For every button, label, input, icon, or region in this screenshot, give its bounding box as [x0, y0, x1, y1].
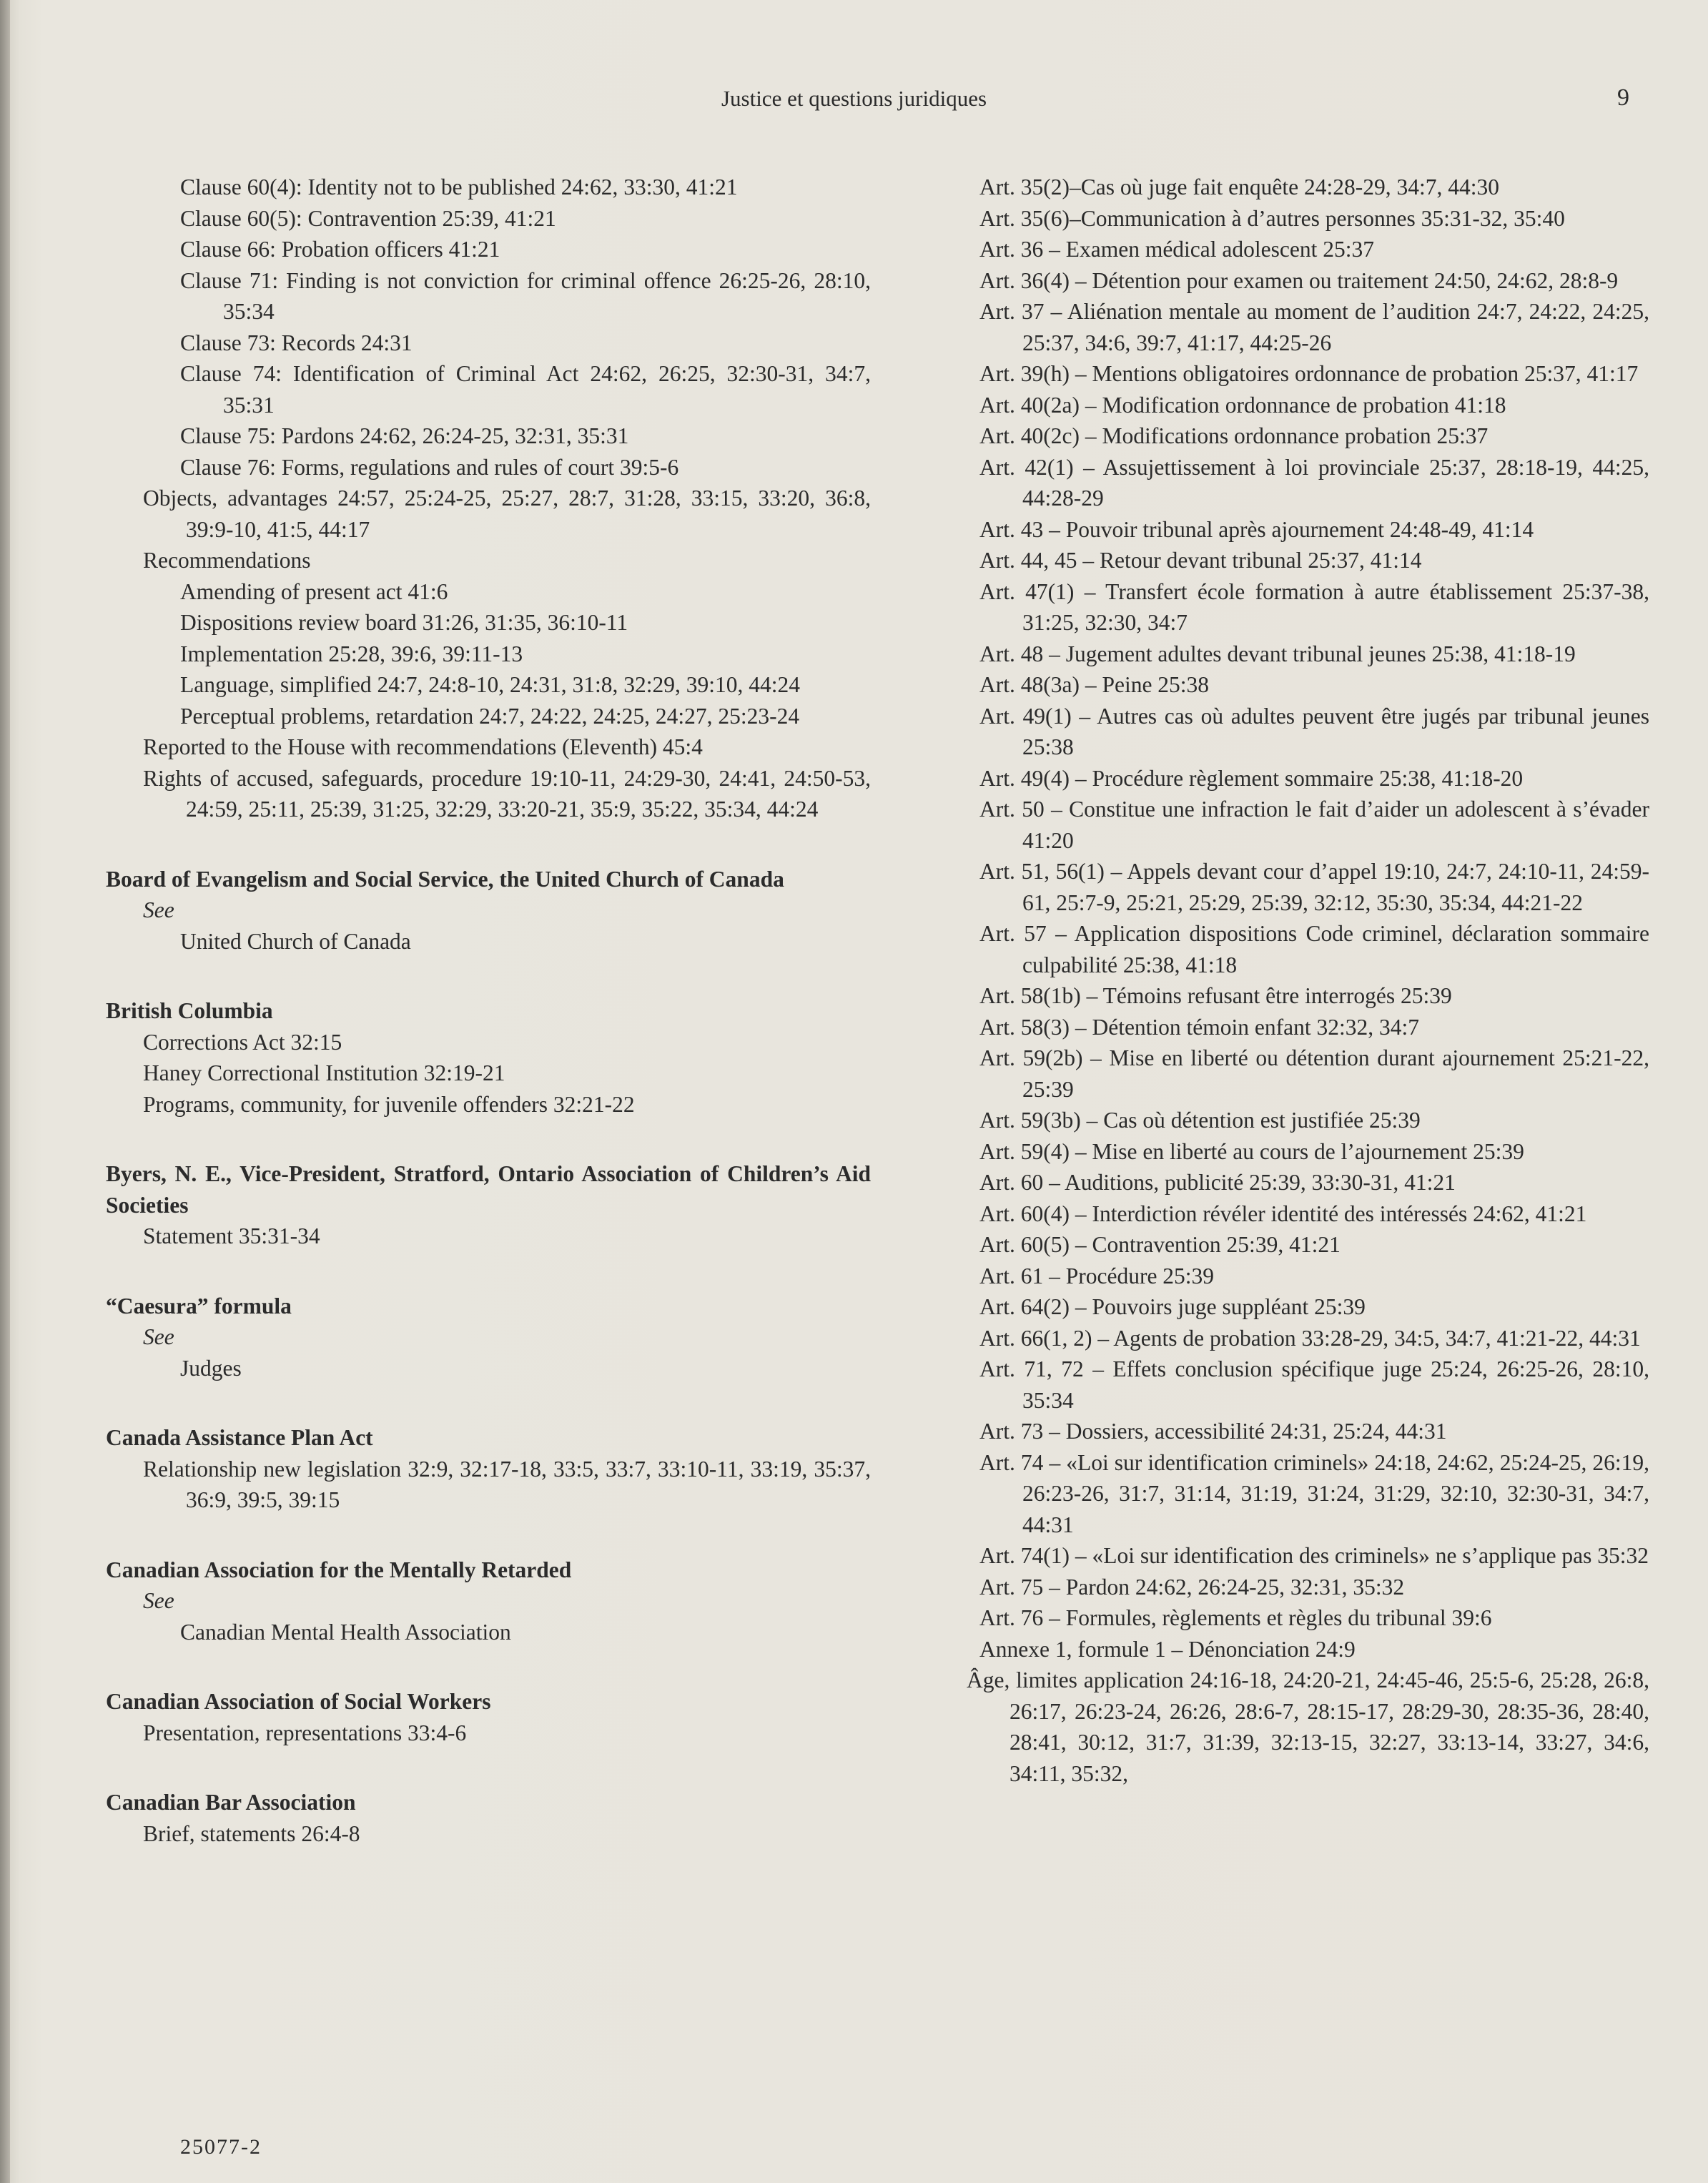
index-subentry: Canadian Mental Health Association	[180, 1619, 511, 1645]
index-subentry: Judges	[180, 1355, 242, 1381]
index-subentry: Art. 49(4) – Procédure règlement sommaire 25:38, 41:18-20	[979, 765, 1524, 791]
index-subentry: United Church of Canada	[180, 928, 411, 954]
index-subentry: Art. 58(3) – Détention témoin enfant 32:32, 34:7	[979, 1014, 1420, 1040]
index-subentry: Clause 66: Probation officers 41:21	[180, 237, 500, 262]
index-entry: Corrections Act 32:15	[143, 1029, 342, 1055]
index-entry: Rights of accused, safeguards, procedure 19:10-11, 24:29-30, 24:41, 24:50-53, 24:59, 25:11, 25:39, 31:25, 32:29, 33:20-21, 35:9, 35:22, 35:34, 44:24	[143, 765, 871, 822]
index-subentry: Art. 35(2)–Cas où juge fait enquête 24:28-29, 34:7, 44:30	[979, 174, 1499, 199]
index-entry: Programs, community, for juvenile offenders 32:21-22	[143, 1091, 635, 1117]
index-subentry: Art. 59(3b) – Cas où détention est justifiée 25:39	[979, 1108, 1421, 1133]
footer-code: 25077-2	[180, 2135, 262, 2159]
index-subentry: Art. 59(4) – Mise en liberté au cours de l’ajournement 25:39	[979, 1138, 1524, 1164]
index-subentry: Art. 36 – Examen médical adolescent 25:37	[979, 237, 1374, 262]
index-subentry: Art. 71, 72 – Effets conclusion spécifique juge 25:24, 26:25-26, 28:10, 35:34	[979, 1356, 1649, 1413]
index-subentry: Art. 50 – Constitue une infraction le fait d’aider un adolescent à s’évader 41:20	[979, 797, 1649, 853]
index-subentry: Art. 43 – Pouvoir tribunal après ajournement 24:48-49, 41:14	[979, 516, 1534, 542]
binding-edge	[0, 0, 10, 2183]
index-subentry: Clause 76: Forms, regulations and rules of court 39:5-6	[180, 454, 679, 480]
index-subentry: Perceptual problems, retardation 24:7, 24:22, 24:25, 24:27, 25:23-24	[180, 703, 800, 729]
index-heading: Canada Assistance Plan Act	[106, 1425, 373, 1450]
index-entry: Reported to the House with recommendations (Eleventh) 45:4	[143, 734, 703, 759]
index-subentry: Clause 71: Finding is not conviction for criminal offence 26:25-26, 28:10, 35:34	[180, 267, 871, 324]
index-subentry: Art. 42(1) – Assujettissement à loi provinciale 25:37, 28:18-19, 44:25, 44:28-29	[979, 454, 1649, 511]
index-subentry: Art. 60(5) – Contravention 25:39, 41:21	[979, 1232, 1341, 1257]
index-subentry: Clause 60(5): Contravention 25:39, 41:21	[180, 205, 556, 231]
index-heading: Canadian Bar Association	[106, 1790, 356, 1815]
index-subentry: Art. 36(4) – Détention pour examen ou traitement 24:50, 24:62, 28:8-9	[979, 267, 1619, 293]
index-heading: “Caesura” formula	[106, 1293, 292, 1319]
page-header-title: Justice et questions juridiques	[721, 86, 987, 111]
index-heading: Canadian Association of Social Workers	[106, 1689, 491, 1714]
index-subentry: Art. 60(4) – Interdiction révéler identité des intéressés 24:62, 41:21	[979, 1201, 1587, 1226]
index-entry: Brief, statements 26:4-8	[143, 1820, 360, 1846]
index-subentry: Art. 76 – Formules, règlements et règles du tribunal 39:6	[979, 1605, 1492, 1630]
index-heading: Board of Evangelism and Social Service, the United Church of Canada	[106, 866, 784, 892]
index-entry: Recommendations	[143, 548, 311, 573]
index-subentry: Art. 48 – Jugement adultes devant tribunal jeunes 25:38, 41:18-19	[979, 641, 1576, 666]
index-subentry: Art. 59(2b) – Mise en liberté ou détention durant ajournement 25:21-22, 25:39	[979, 1045, 1649, 1102]
index-subentry: Art. 40(2c) – Modifications ordonnance probation 25:37	[979, 423, 1489, 448]
index-subentry: Art. 37 – Aliénation mentale au moment de l’audition 24:7, 24:22, 24:25, 25:37, 34:6, 39:7, 41:17, 44:25-26	[979, 299, 1649, 355]
index-subentry: Art. 48(3a) – Peine 25:38	[979, 672, 1210, 697]
index-subentry: Clause 73: Records 24:31	[180, 330, 413, 355]
index-subentry: Art. 47(1) – Transfert école formation à autre établissement 25:37-38, 31:25, 32:30, 34:7	[979, 578, 1649, 635]
index-subentry: Art. 51, 56(1) – Appels devant cour d’appel 19:10, 24:7, 24:10-11, 24:59-61, 25:7-9, 25:21, 25:29, 25:39, 32:12, 35:30, 35:34, 44:21-22	[979, 859, 1649, 915]
index-subentry: Art. 73 – Dossiers, accessibilité 24:31, 25:24, 44:31	[979, 1419, 1447, 1444]
index-entry: Haney Correctional Institution 32:19-21	[143, 1060, 505, 1085]
index-subentry: Art. 35(6)–Communication à d’autres personnes 35:31-32, 35:40	[979, 205, 1565, 231]
index-entry: Relationship new legislation 32:9, 32:17-18, 33:5, 33:7, 33:10-11, 33:19, 35:37, 36:9, 39:5, 39:15	[143, 1456, 871, 1512]
entry-spacer	[106, 1252, 871, 1291]
entry-spacer	[106, 1748, 871, 1787]
entry-spacer	[106, 1384, 871, 1422]
index-subentry: Art. 44, 45 – Retour devant tribunal 25:37, 41:14	[979, 548, 1422, 573]
index-subentry: Art. 66(1, 2) – Agents de probation 33:28-29, 34:5, 34:7, 41:21-22, 44:31	[979, 1325, 1641, 1351]
index-entry: Statement 35:31-34	[143, 1223, 320, 1248]
index-heading: Byers, N. E., Vice-President, Stratford, Ontario Association of Children’s Aid Societies	[106, 1161, 871, 1218]
index-subentry: Art. 74 – «Loi sur identification criminels» 24:18, 24:62, 25:24-25, 26:19, 26:23-26, 31:7, 31:14, 31:19, 31:24, 31:29, 32:10, 32:30-31, 34:7, 44:31	[979, 1449, 1649, 1537]
see-reference-label: See	[143, 1324, 174, 1349]
index-subentry: Dispositions review board 31:26, 31:35, 36:10-11	[180, 610, 628, 635]
page-number: 9	[1617, 84, 1629, 111]
index-subentry: Art. 60 – Auditions, publicité 25:39, 33:30-31, 41:21	[979, 1170, 1456, 1195]
index-column-left	[106, 172, 871, 1849]
index-entry: Objects, advantages 24:57, 25:24-25, 25:27, 28:7, 31:28, 33:15, 33:20, 36:8, 39:9-10, 41:5, 44:17	[143, 486, 871, 542]
index-subentry: Clause 74: Identification of Criminal Act 24:62, 26:25, 32:30-31, 34:7, 35:31	[180, 361, 871, 418]
index-subentry: Annexe 1, formule 1 – Dénonciation 24:9	[979, 1636, 1356, 1662]
index-heading: British Columbia	[106, 998, 273, 1023]
index-subentry: Art. 61 – Procédure 25:39	[979, 1263, 1215, 1288]
index-subentry: Art. 40(2a) – Modification ordonnance de probation 41:18	[979, 392, 1506, 418]
entry-spacer	[106, 957, 871, 995]
index-subentry: Art. 39(h) – Mentions obligatoires ordonnance de probation 25:37, 41:17	[979, 361, 1639, 386]
index-subentry: Clause 60(4): Identity not to be published 24:62, 33:30, 41:21	[180, 174, 738, 199]
index-entry: Âge, limites application 24:16-18, 24:20-21, 24:45-46, 25:5-6, 25:28, 26:8, 26:17, 26:23-24, 26:26, 28:6-7, 28:15-17, 28:29-30, 28:35-36, 28:40, 28:41, 30:12, 31:7, 31:39, 32:13-15, 32:27, 33:13-14, 33:27, 34:6, 34:11, 35:32,	[967, 1667, 1649, 1786]
index-entry: Presentation, representations 33:4-6	[143, 1720, 467, 1745]
index-subentry: Art. 58(1b) – Témoins refusant être interrogés 25:39	[979, 983, 1452, 1008]
index-subentry: Implementation 25:28, 39:6, 39:11-13	[180, 641, 523, 666]
index-subentry: Art. 49(1) – Autres cas où adultes peuvent être jugés par tribunal jeunes 25:38	[979, 703, 1649, 759]
see-reference-label: See	[143, 897, 174, 922]
index-subentry: Art. 74(1) – «Loi sur identification des criminels» ne s’applique pas 35:32	[979, 1543, 1649, 1568]
index-subentry: Clause 75: Pardons 24:62, 26:24-25, 32:31, 35:31	[180, 423, 629, 448]
index-subentry: Art. 64(2) – Pouvoirs juge suppléant 25:39	[979, 1294, 1366, 1319]
index-subentry: Art. 57 – Application dispositions Code criminel, déclaration sommaire culpabilité 25:38, 41:18	[979, 921, 1649, 977]
index-subentry: Amending of present act 41:6	[180, 578, 448, 604]
entry-spacer	[106, 1647, 871, 1686]
see-reference-label: See	[143, 1588, 174, 1613]
index-subentry: Language, simplified 24:7, 24:8-10, 24:31, 31:8, 32:29, 39:10, 44:24	[180, 672, 801, 697]
entry-spacer	[106, 1120, 871, 1158]
index-heading: Canadian Association for the Mentally Retarded	[106, 1557, 572, 1582]
entry-spacer	[106, 825, 871, 864]
entry-spacer	[106, 1516, 871, 1554]
index-subentry: Art. 75 – Pardon 24:62, 26:24-25, 32:31, 35:32	[979, 1574, 1405, 1600]
index-column-right	[967, 172, 1649, 1789]
